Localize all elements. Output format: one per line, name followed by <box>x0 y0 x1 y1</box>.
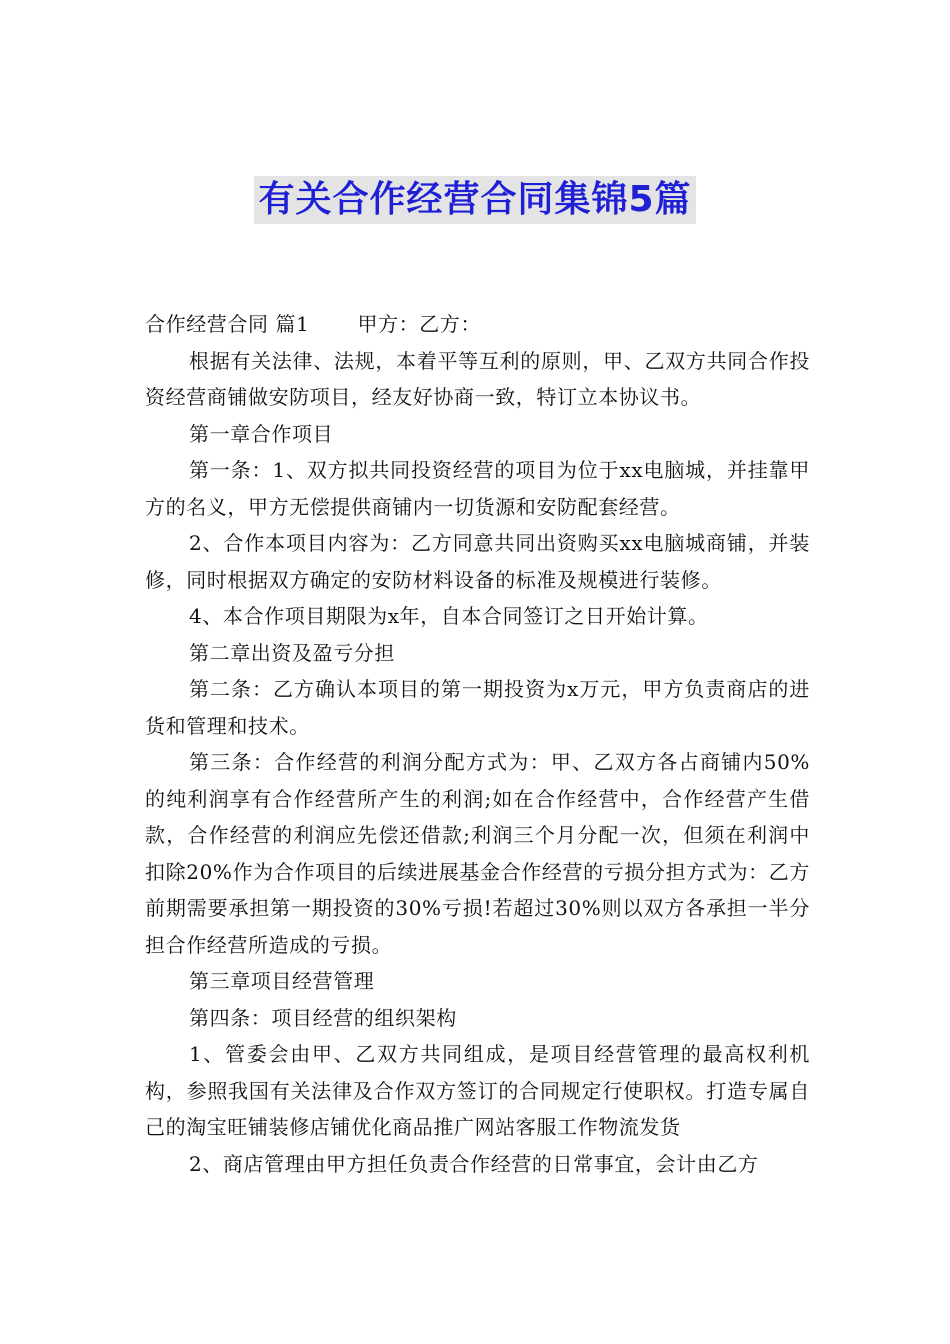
paragraph-management-2: 2、商店管理由甲方担任负责合作经营的日常事宜，会计由乙方 <box>189 1151 759 1176</box>
document-body <box>145 306 810 1182</box>
paragraph-article-2: 第二条：乙方确认本项目的第一期投资为x万元，甲方负责商店的进货和管理和技术。 <box>145 677 810 738</box>
paragraph-management-1: 1、管委会由甲、乙双方共同组成，是项目经营管理的最高权利机构，参照我国有关法律及合作双方签订的合同规定行使职权。打造专属自己的淘宝旺铺装修店铺优化商品推广网站客服工作物流发货 <box>145 1042 810 1139</box>
paragraph-item-4: 4、本合作项目期限为x年，自本合同签订之日开始计算。 <box>189 604 709 628</box>
paragraph-item-2: 2、合作本项目内容为：乙方同意共同出资购买xx电脑城商铺，并装修，同时根据双方确定的安防材料设备的标准及规模进行装修。 <box>145 531 810 592</box>
contract-parties: 甲方：乙方： <box>357 312 482 336</box>
paragraph-article-3: 第三条：合作经营的利润分配方式为：甲、乙双方各占商铺内50%的纯利润享有合作经营所产生的利润;如在合作经营中，合作经营产生借款，合作经营的利润应先偿还借款;利润三个月分配一次，但须在利润中扣除20%作为合作项目的后续进展基金合作经营的亏损分担方式为：乙方前期需要承担第一期投资的30%亏损!若超过30%则以双方各承担一半分担合作经营所造成的亏损。 <box>145 750 810 957</box>
chapter-heading-1: 第一章合作项目 <box>189 421 334 446</box>
contract-heading-line <box>145 306 810 343</box>
chapter-heading-3: 第三章项目经营管理 <box>189 969 375 993</box>
document-title: 有关合作经营合同集锦5篇 <box>254 176 695 224</box>
paragraph-article-1: 第一条：1、双方拟共同投资经营的项目为位于xx电脑城，并挂靠甲方的名义，甲方无偿提供商铺内一切货源和安防配套经营。 <box>145 458 810 519</box>
contract-heading: 合作经营合同 篇1 <box>145 312 310 336</box>
chapter-heading-2: 第二章出资及盈亏分担 <box>189 640 395 665</box>
paragraph-preamble: 根据有关法律、法规，本着平等互利的原则，甲、乙双方共同合作投资经营商铺做安防项目，经友好协商一致，特订立本协议书。 <box>145 348 810 409</box>
paragraph-article-4: 第四条：项目经营的组织架构 <box>189 1005 457 1030</box>
title-wrap <box>0 176 950 224</box>
